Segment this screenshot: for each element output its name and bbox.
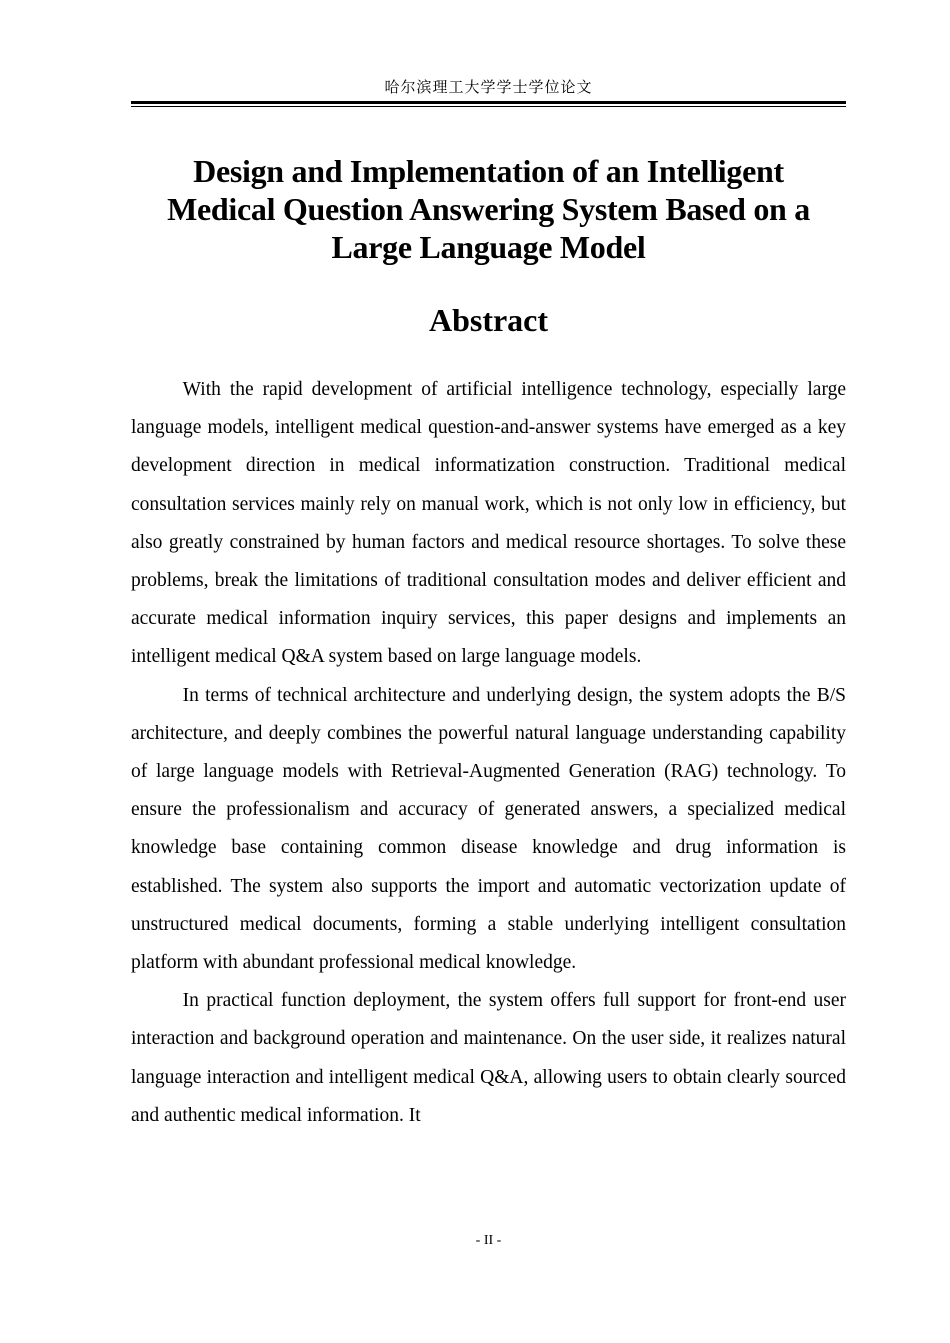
- abstract-paragraph-1: With the rapid development of artificial intelligence technology, especially large language models, intelligent medical question-and-answer systems have emerged as a key development direction in medical informatization construction. Traditional medical consultation services mainly rely on manual work, which is not only low in efficiency, but also greatly constrained by human factors and medical resource shortages. To solve these problems, break the limitations of traditional consultation modes and deliver efficient and accurate medical information inquiry services, this paper designs and implements an intelligent medical Q&A system based on large language models.: [131, 379, 846, 668]
- title-line-3: Large Language Model: [331, 229, 646, 265]
- header-rule-thin: [131, 106, 846, 107]
- abstract-paragraph-3: In practical function deployment, the system offers full support for front-end user interaction and background operation and maintenance. On the user side, it realizes natural language interaction and intelligent medical Q&A, allowing users to obtain clearly sourced and authentic medical information. It: [131, 990, 846, 1126]
- abstract-body: [131, 371, 846, 1135]
- thesis-title: [131, 152, 846, 266]
- header-rule-thick: [131, 101, 846, 104]
- abstract-paragraph-2: In terms of technical architecture and underlying design, the system adopts the B/S architecture, and deeply combines the powerful natural language understanding capability of large language models with Retrieval-Augmented Generation (RAG) technology. To ensure the professionalism and accuracy of generated answers, a specialized medical knowledge base containing common disease knowledge and drug information is established. The system also supports the import and automatic vectorization update of unstructured medical documents, forming a stable underlying intelligent consultation platform with abundant professional medical knowledge.: [131, 684, 846, 974]
- abstract-heading: Abstract: [428, 302, 549, 338]
- title-line-1: Design and Implementation of an Intelligent: [193, 153, 784, 189]
- running-header: 哈尔滨理工大学学士学位论文: [384, 80, 593, 96]
- title-line-2: Medical Question Answering System Based on a: [167, 191, 810, 227]
- page-number: - II -: [475, 1233, 502, 1248]
